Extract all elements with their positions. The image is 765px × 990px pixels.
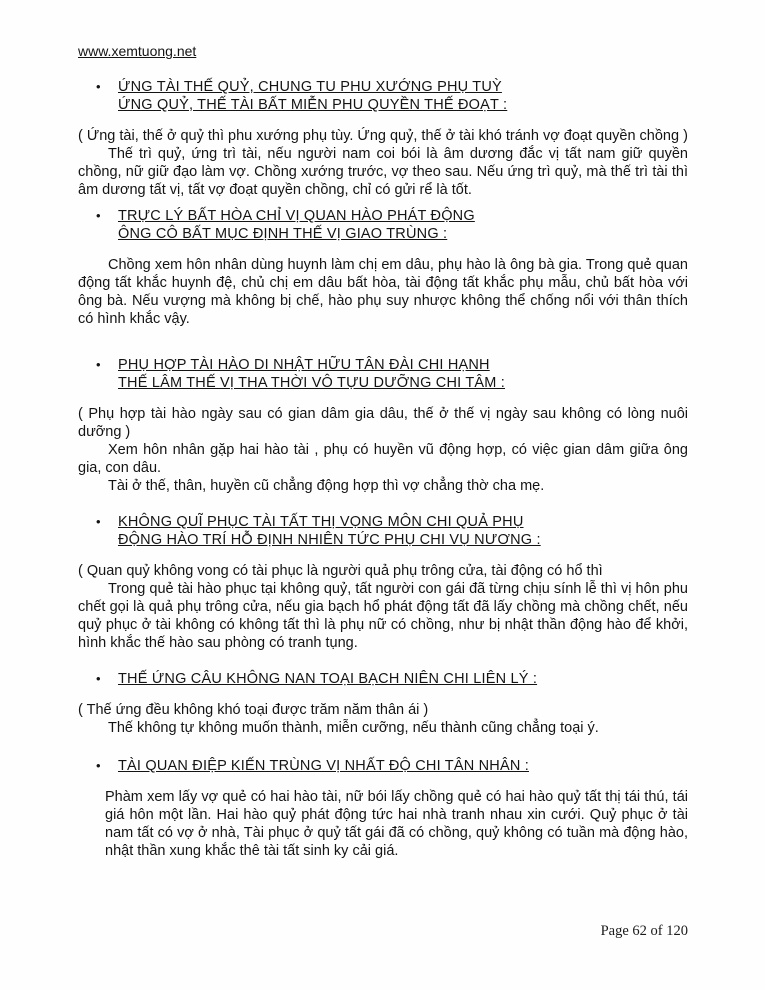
paragraph: ( Phụ hợp tài hào ngày sau có gian dâm gia dâu, thế ở thế vị ngày sau không có lòng nuôi dưỡng ): [78, 406, 688, 440]
section-body: [78, 405, 688, 495]
paragraph: Tài ở thế, thân, huyền cũ chẳng động hợp thì vợ chẳng thờ cha mẹ.: [108, 478, 545, 494]
heading-line: PHỤ HỢP TÀI HÀO DI NHẬT HỮU TÂN ĐÀI CHI HẠNH: [118, 357, 490, 373]
bullet-icon: •: [96, 208, 101, 223]
site-url-link[interactable]: www.xemtuong.net: [78, 43, 197, 59]
heading-line: TRỰC LÝ BẤT HÒA CHỈ VỊ QUAN HÀO PHÁT ĐỘNG: [118, 208, 475, 224]
section-heading: [96, 78, 688, 114]
section-heading-text: [118, 356, 505, 392]
bullet-icon: •: [96, 758, 101, 773]
content-section: [78, 513, 688, 652]
section-heading-text: [118, 757, 529, 775]
section-heading: [96, 207, 688, 243]
heading-line: THẾ ỨNG CÂU KHÔNG NAN TOẠI BẠCH NIÊN CHI LIÊN LÝ :: [118, 671, 538, 687]
content-section: [78, 207, 688, 328]
section-heading: [96, 513, 688, 549]
heading-line: THẾ LÂM THẾ VỊ THA THỜI VÔ TỰU DƯỠNG CHI TÂM :: [118, 375, 506, 391]
heading-line: ỨNG QUỶ, THẾ TÀI BẤT MIỄN PHU QUYỀN THẾ ĐOẠT :: [118, 97, 508, 113]
heading-line: KHÔNG QUĨ PHỤC TÀI TẤT THỊ VỌNG MÔN CHI QUẢ PHỤ: [118, 514, 524, 530]
content-section: [78, 356, 688, 495]
paragraph: Xem hôn nhân gặp hai hào tài , phụ có huyền vũ động hợp, có việc gian dâm giữa ông gia, con dâu.: [78, 442, 688, 476]
bullet-icon: •: [96, 79, 101, 94]
section-body: [78, 562, 688, 652]
section-heading: [96, 757, 688, 775]
section-heading-text: [118, 78, 507, 114]
heading-line: ỨNG TÀI THẾ QUỶ, CHUNG TU PHU XƯỚNG PHỤ TUỲ: [118, 79, 502, 95]
content-section: [78, 757, 688, 860]
paragraph: ( Quan quỷ không vong có tài phục là người quả phụ trông cửa, tài động có hổ thì: [78, 563, 603, 579]
section-body: [78, 788, 688, 860]
heading-line: ĐỘNG HÀO TRÍ HỖ ĐỊNH NHIÊN TỨC PHỤ CHI VỤ NƯƠNG :: [118, 532, 541, 548]
section-heading: [96, 670, 688, 688]
bullet-icon: •: [96, 357, 101, 372]
section-heading-text: [118, 207, 475, 243]
paragraph: Chồng xem hôn nhân dùng huynh làm chị em dâu, phụ hào là ông bà gia. Trong quẻ quan động tất khắc huynh đệ, chủ chị em dâu bất hòa, tài động tất khắc phụ mẫu, chủ bất hòa với ông bà. Nếu vượng mà không bị chế, hào phụ suy nhược không thể chống nổi với thân thích có hình khắc vậy.: [78, 257, 688, 327]
paragraph: Trong quẻ tài hào phục tại không quỷ, tất người con gái đã từng chịu sính lễ thì vị hôn phu chết gọi là quả phụ trông cửa, nếu gia bạch hổ phát động tất đã lấy chồng mà chồng chết, nếu quỷ phục ở tài không có không tất thì là phụ nữ có chồng, như bị nhật thần động hào để khởi, hình khắc thế hào sau phòng có tranh tụng.: [78, 581, 688, 651]
bullet-icon: •: [96, 671, 101, 686]
page-number: Page 62 of 120: [600, 923, 688, 939]
section-heading: [96, 356, 688, 392]
bullet-icon: •: [96, 514, 101, 529]
content-section: [78, 78, 688, 199]
section-body: [78, 256, 688, 328]
paragraph: Phàm xem lấy vợ quẻ có hai hào tài, nữ bói lấy chồng quẻ có hai hào quỷ tất thị tái thú, tái giá hôn một lần. Hai hào quỷ phát động tức hai nhà tranh nhau xin cưới. Quỷ phục ở tài nam tất có vợ ở nhà, Tài phục ở quỷ tất gái đã có chồng, quỷ không có tuần mà động hào, nhật thần xung khắc thê tài tất sinh ky cải giá.: [105, 789, 688, 859]
paragraph: Thế không tự không muốn thành, miễn cưỡng, nếu thành cũng chẳng toại ý.: [108, 720, 599, 736]
heading-line: TÀI QUAN ĐIỆP KIẾN TRÙNG VỊ NHẤT ĐỘ CHI TÂN NHÂN :: [118, 758, 529, 774]
section-heading-text: [118, 670, 537, 688]
content-section: [78, 670, 688, 737]
paragraph: ( Ứng tài, thế ở quỷ thì phu xướng phụ tùy. Ứng quỷ, thế ở tài khó tránh vợ đoạt quyền chồng ): [78, 128, 688, 144]
heading-line: ÔNG CÔ BẤT MỤC ĐỊNH THẾ VỊ GIAO TRÙNG :: [118, 226, 448, 242]
paragraph: ( Thế ứng đều không khó toại được trăm năm thân ái ): [78, 702, 429, 718]
section-body: [78, 127, 688, 199]
section-heading-text: [118, 513, 541, 549]
section-body: [78, 701, 688, 737]
paragraph: Thế trì quỷ, ứng trì tài, nếu người nam coi bói là âm dương đắc vị tất nam giữ quyền chồng, nữ giữ đạo làm vợ. Chồng xướng trước, vợ theo sau. Nếu ứng trì quỷ, mà thế trì tài thì âm dương tất vị, tất vợ đoạt quyền chồng, chỉ có gửi rể là tốt.: [78, 146, 688, 198]
